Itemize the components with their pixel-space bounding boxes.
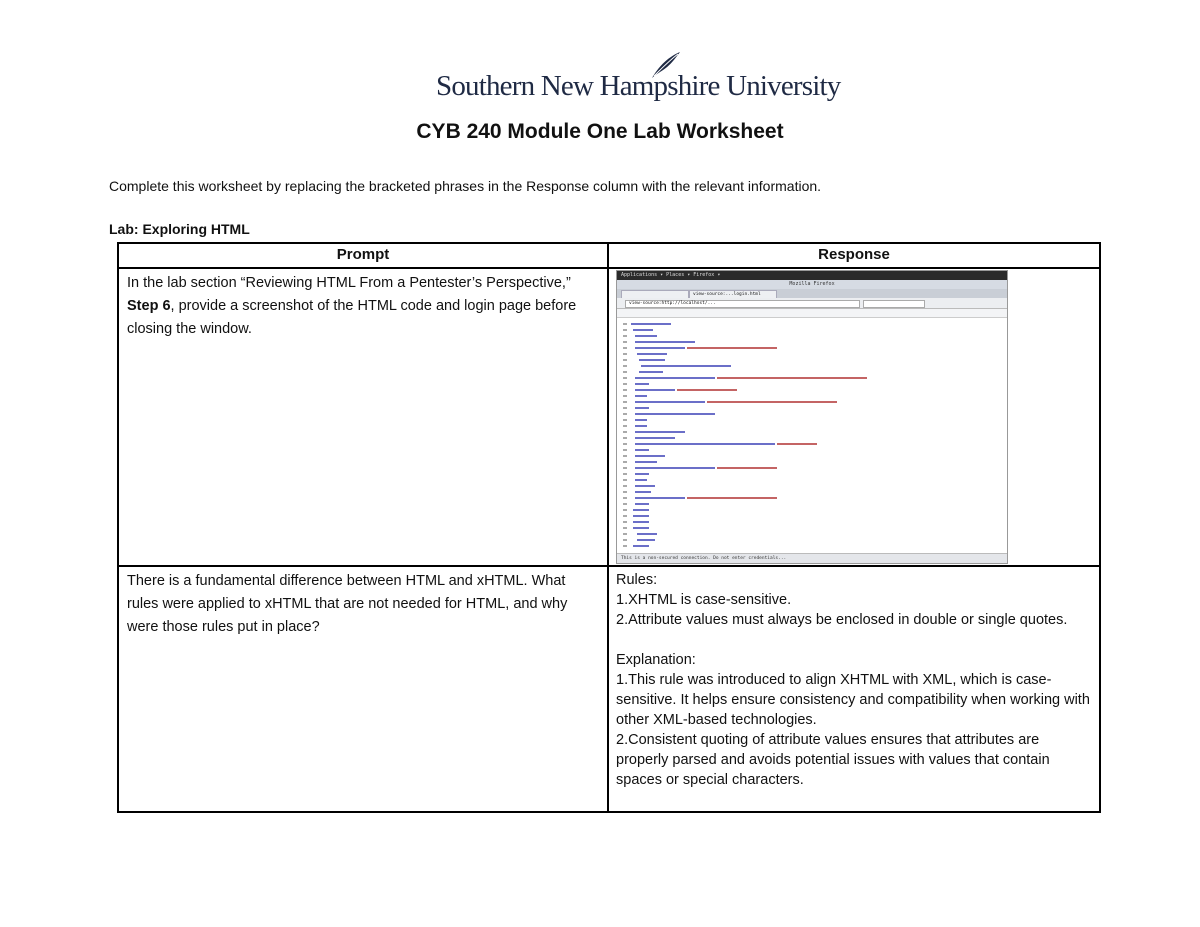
explanation-item: 2.Consistent quoting of attribute values ensures that attributes are properly parsed and avoids potential issues with values that contain spaces or special characters. (616, 732, 1050, 788)
prompt-column-header: Prompt (118, 243, 608, 268)
table-header-row (118, 243, 1100, 268)
rule-item: 1.XHTML is case-sensitive. (616, 592, 792, 608)
screenshot-status-bar: This is a non-secured connection. Do not enter credentials... (617, 553, 1007, 563)
screenshot-tabs (617, 289, 1007, 298)
prompt-cell (118, 268, 608, 566)
explanation-heading: Explanation: (616, 652, 696, 668)
prompt-text: In the lab section “Reviewing HTML From a Pentester’s Perspective,” (127, 275, 571, 291)
screenshot-topbar: Applications ▾ Places ▾ Firefox ▾ (617, 271, 1007, 280)
screenshot-source-code (617, 321, 1007, 553)
lab-heading: Lab: Exploring HTML (109, 221, 250, 237)
prompt-cell: There is a fundamental difference between HTML and xHTML. What rules were applied to xHTML that are not needed for HTML, and why were those rules put in place? (118, 566, 608, 812)
html-code-screenshot (616, 270, 1008, 564)
page-title: CYB 240 Module One Lab Worksheet (416, 120, 784, 143)
screenshot-url: view-source:http://localhost/... (625, 300, 860, 308)
worksheet-table (117, 242, 1101, 813)
screenshot-search (863, 300, 925, 308)
prompt-step: Step 6 (127, 298, 171, 314)
screenshot-tab-active: view-source:...login.html (689, 290, 777, 300)
response-column-header: Response (608, 243, 1100, 268)
rules-heading: Rules: (616, 572, 658, 588)
response-cell (608, 268, 1100, 566)
prompt-text: , provide a screenshot of the HTML code and login page before closing the window. (127, 298, 577, 337)
university-logo (430, 50, 841, 106)
screenshot-window-title: Mozilla Firefox (617, 280, 1007, 289)
table-row (118, 566, 1100, 812)
screenshot-bookmarks (617, 309, 1007, 318)
explanation-item: 1.This rule was introduced to align XHTML with XML, which is case-sensitive. It helps ensure consistency and compatibility when working with other XML-based technologies. (616, 672, 1090, 728)
university-name: Southern New Hampshire University (436, 70, 841, 102)
instructions-text: Complete this worksheet by replacing the bracketed phrases in the Response column with the relevant information. (109, 178, 822, 194)
response-cell (608, 566, 1100, 812)
table-row (118, 268, 1100, 566)
rule-item: 2.Attribute values must always be enclosed in double or single quotes. (616, 612, 1068, 628)
screenshot-urlbar (617, 298, 1007, 309)
